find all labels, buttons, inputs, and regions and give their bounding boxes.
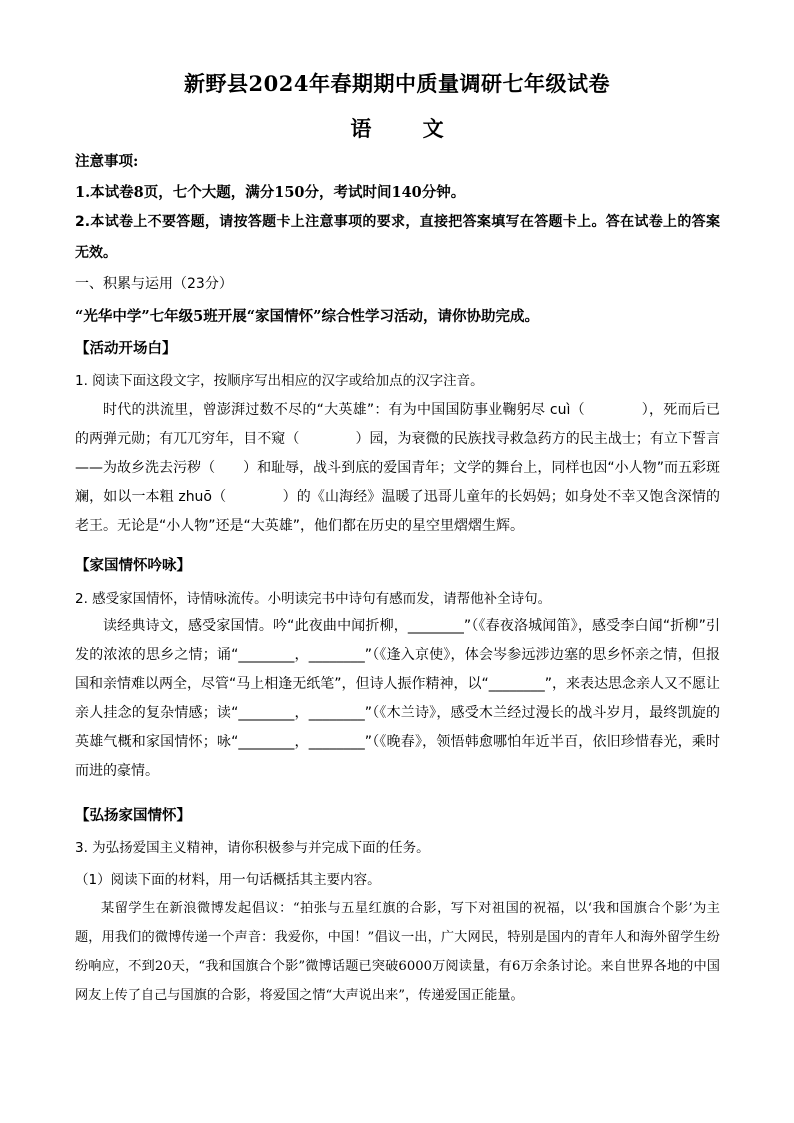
notice-heading: 注意事项: — [75, 153, 139, 170]
question-2: 2. 感受家国情怀，诗情咏流传。小明读完书中诗句有感而发，请帮他补全诗句。 — [75, 591, 552, 607]
part-2-label: 【家国情怀吟咏】 — [75, 557, 191, 574]
notice-item-2: 2.本试卷上不要答题，请按答题卡上注意事项的要求，直接把答案填写在答题卡上。答在试卷上的答案无效。 — [75, 214, 720, 261]
notice-item-1: 1.本试卷8页，七个大题，满分150分，考试时间140分钟。 — [75, 184, 466, 201]
part-3-label: 【弘扬家国情怀】 — [75, 807, 191, 824]
question-1-passage: 时代的洪流里，曾澎湃过数不尽的“大英雄”：有为中国国防事业鞠躬尽 cuì（ ），死而后已的两弹元勋；有兀兀穷年，目不窥（ ）园，为衰微的民族找寻救急药方的民主战士；有立下誓言——为故乡洗去污秽（ ）和耻辱，战斗到底的爱国青年；文学的舞台上，同样也因“小人物”而五彩斑斓，如以一本粗 zhuō（ ）的《山海经》温暖了迅哥儿童年的长妈妈；如身处不幸又饱含深情的老王。无论是“小人物”还是“大英雄”，他们都在历史的星空里熠熠生辉。 — [75, 402, 720, 534]
exam-title: 新野县2024年春期期中质量调研七年级试卷 — [184, 71, 610, 96]
question-2-passage: 读经典诗文，感受家国情。吟“此夜曲中闻折柳，________”（《春夜洛城闻笛》，感受李白闻“折柳”引发的浓浓的思乡之情；诵“________，________”（《逢入京使》，体会岑参远涉边塞的思乡怀亲之情，但报国和亲情难以两全，尽管“马上相逢无纸笔”，但诗人振作精神，以“________”，来表达思念亲人又不愿让亲人挂念的复杂情感；读“________，________”（《木兰诗》，感受木兰经过漫长的战斗岁月，最终凯旋的英雄气概和家国情怀；咏“________，________”（《晚春》，领悟韩愈哪怕年近半百，依旧珍惜春光，乘时而进的豪情。 — [75, 618, 721, 779]
question-3: 3. 为弘扬爱国主义精神，请你积极参与并完成下面的任务。 — [75, 840, 430, 856]
subject-title: 语 文 — [350, 116, 466, 141]
question-3-material: 某留学生在新浪微博发起倡议：“拍张与五星红旗的合影，写下对祖国的祝福，以‘我和国旗合个影’为主题，用我们的微博传递一个声音：我爱你，中国！”倡议一出，广大网民，特别是国内的青年人和海外留学生纷纷响应，不到20天，“我和国旗合个影”微博话题已突破6000万阅读量，有6万余条讨论。来自世界各地的中国网友上传了自己与国旗的合影，将爱国之情“大声说出来”，传递爱国正能量。 — [75, 901, 720, 1003]
part-1-label: 【活动开场白】 — [75, 340, 177, 357]
question-1: 1. 阅读下面这段文字，按顺序写出相应的汉字或给加点的汉字注音。 — [75, 373, 484, 389]
question-3-sub-1: （1）阅读下面的材料，用一句话概括其主要内容。 — [75, 872, 381, 888]
section-1-heading: 一、积累与运用（23分） — [75, 276, 233, 292]
section-1-intro: “光华中学”七年级5班开展“家国情怀”综合性学习活动，请你协助完成。 — [75, 308, 539, 325]
